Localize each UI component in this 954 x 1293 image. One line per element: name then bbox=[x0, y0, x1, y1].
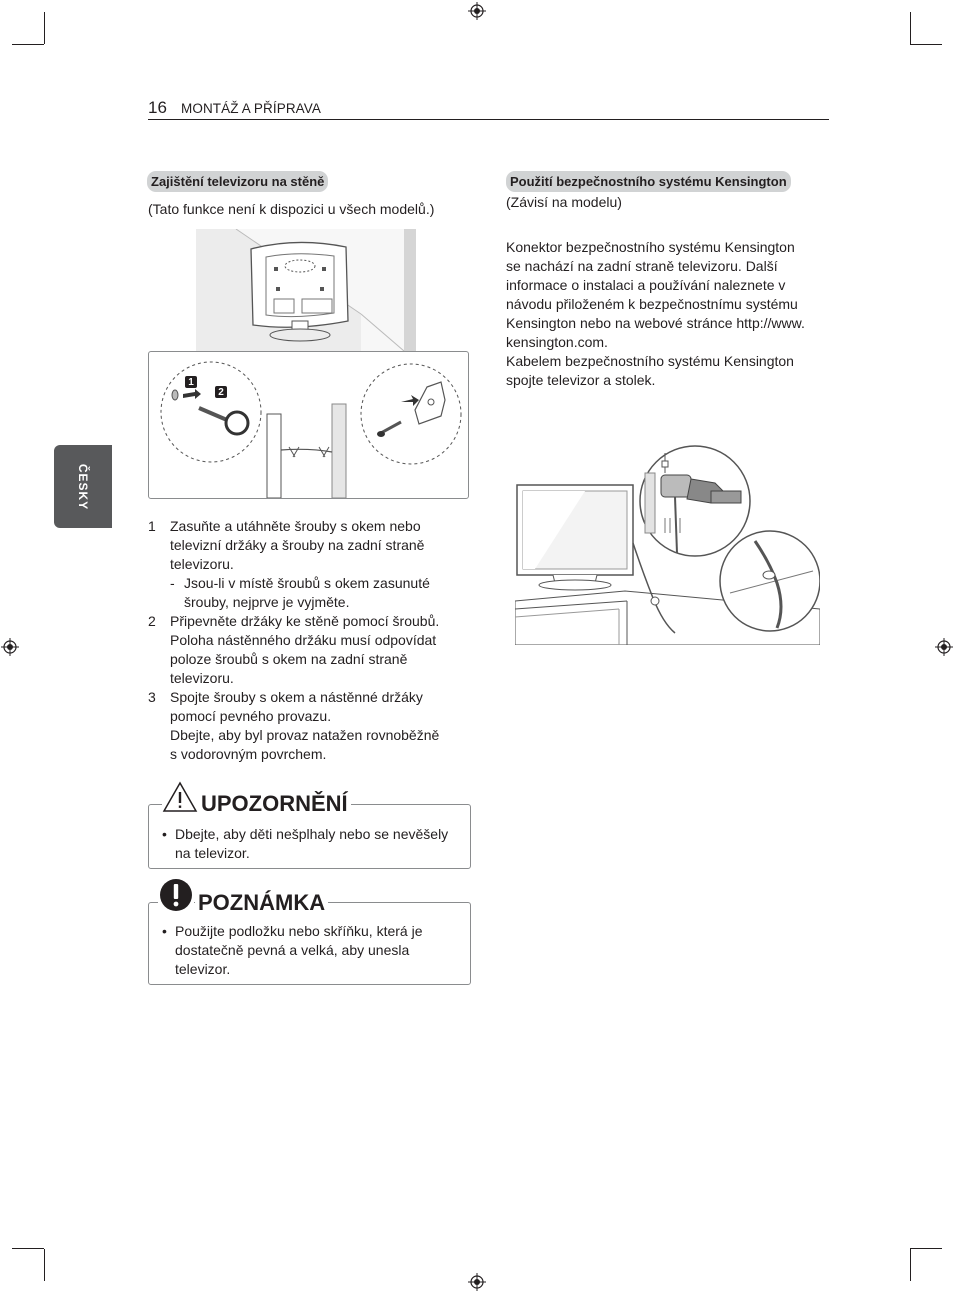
step-line: Zasuňte a utáhněte šrouby s okem nebo bbox=[170, 518, 421, 534]
wall-mount-subtitle: (Tato funkce není k dispozici u všech modelů.) bbox=[148, 201, 435, 217]
crop-mark bbox=[910, 1248, 942, 1249]
paragraph-line: kensington.com. bbox=[506, 334, 608, 350]
wall-mount-steps-figure bbox=[148, 351, 469, 499]
step-number: 3 bbox=[148, 689, 156, 705]
section-heading-kensington: Použití bezpečnostního systému Kensington bbox=[506, 171, 791, 192]
kensington-lock-illustration bbox=[515, 433, 820, 645]
crop-mark bbox=[910, 1249, 911, 1281]
section-heading-wall-mount: Zajištění televizoru na stěně bbox=[147, 171, 328, 192]
warning-line: Dbejte, aby děti nešplhaly nebo se nevěšely bbox=[175, 826, 449, 842]
step-item bbox=[148, 688, 458, 764]
registration-mark-icon bbox=[1, 638, 19, 656]
step-line: poloze šroubů s okem na zadní straně bbox=[170, 651, 408, 667]
eye-bolt-bracket-illustration bbox=[149, 352, 468, 498]
page-number: 16 bbox=[148, 98, 167, 117]
kensington-paragraph bbox=[506, 238, 826, 390]
step-line: televizní držáky a šrouby na zadní straně bbox=[170, 537, 425, 553]
warning-triangle-icon bbox=[162, 781, 198, 813]
step-line: s vodorovným povrchem. bbox=[170, 746, 327, 762]
language-tab-label: ČESKY bbox=[76, 463, 90, 510]
step-line: Dbejte, aby byl provaz natažen rovnoběžně bbox=[170, 727, 440, 743]
step-line: Spojte šrouby s okem a nástěnné držáky bbox=[170, 689, 423, 705]
figure-label-2: 2 bbox=[218, 387, 224, 398]
note-line: Použijte podložku nebo skříňku, která je bbox=[175, 923, 423, 939]
note-title: POZNÁMKA bbox=[195, 890, 328, 916]
step-line: televizoru. bbox=[170, 556, 234, 572]
crop-mark bbox=[44, 1249, 45, 1281]
note-exclamation-icon bbox=[158, 877, 194, 913]
paragraph-line: se nachází na zadní straně televizoru. Další bbox=[506, 258, 778, 274]
step-number: 1 bbox=[148, 518, 156, 534]
step-line: šrouby, nejprve je vyjměte. bbox=[184, 594, 350, 610]
crop-mark bbox=[12, 44, 44, 45]
crop-mark bbox=[910, 12, 911, 44]
section-title: MONTÁŽ A PŘÍPRAVA bbox=[181, 101, 321, 116]
paragraph-line: Kensington nebo na webové stránce http://www. bbox=[506, 315, 805, 331]
paragraph-line: Konektor bezpečnostního systému Kensington bbox=[506, 239, 795, 255]
registration-mark-icon bbox=[468, 2, 486, 20]
paragraph-line: informace o instalaci a používání naleznete v bbox=[506, 277, 786, 293]
figure-label-1: 1 bbox=[188, 377, 194, 388]
header-divider bbox=[148, 119, 829, 120]
crop-mark bbox=[44, 12, 45, 44]
warning-line: na televizor. bbox=[175, 845, 250, 861]
warning-bullet: • Dbejte, aby děti nešplhaly nebo se nevěšely na televizor. bbox=[162, 825, 475, 863]
step-item bbox=[148, 517, 458, 612]
warning-title: UPOZORNĚNÍ bbox=[198, 791, 351, 817]
step-line: Poloha nástěnného držáku musí odpovídat bbox=[170, 632, 437, 648]
paragraph-line: spojte televizor a stolek. bbox=[506, 372, 656, 388]
language-tab bbox=[54, 445, 112, 528]
step-line: pomocí pevného provazu. bbox=[170, 708, 332, 724]
note-bullet: • Použijte podložku nebo skříňku, která je dostatečně pevná a velká, aby unesla televizor. bbox=[162, 922, 475, 979]
note-line: dostatečně pevná a velká, aby unesla bbox=[175, 942, 410, 958]
registration-mark-icon bbox=[468, 1273, 486, 1291]
step-line: televizoru. bbox=[170, 670, 234, 686]
registration-mark-icon bbox=[935, 638, 953, 656]
tv-back-wall-illustration bbox=[196, 229, 416, 351]
step-subitem: - Jsou-li v místě šroubů s okem zasunuté šrouby, nejprve je vyjměte. bbox=[170, 574, 458, 612]
step-line: Jsou-li v místě šroubů s okem zasunuté bbox=[184, 575, 430, 591]
crop-mark bbox=[12, 1248, 44, 1249]
steps-list bbox=[148, 517, 458, 764]
step-item bbox=[148, 612, 458, 688]
note-line: televizor. bbox=[175, 961, 231, 977]
crop-mark bbox=[910, 44, 942, 45]
paragraph-line: návodu přiloženém k bezpečnostnímu systému bbox=[506, 296, 798, 312]
kensington-subtitle: (Závisí na modelu) bbox=[506, 194, 622, 210]
paragraph-line: Kabelem bezpečnostního systému Kensington bbox=[506, 353, 794, 369]
step-line: Připevněte držáky ke stěně pomocí šroubů. bbox=[170, 613, 440, 629]
step-number: 2 bbox=[148, 613, 156, 629]
